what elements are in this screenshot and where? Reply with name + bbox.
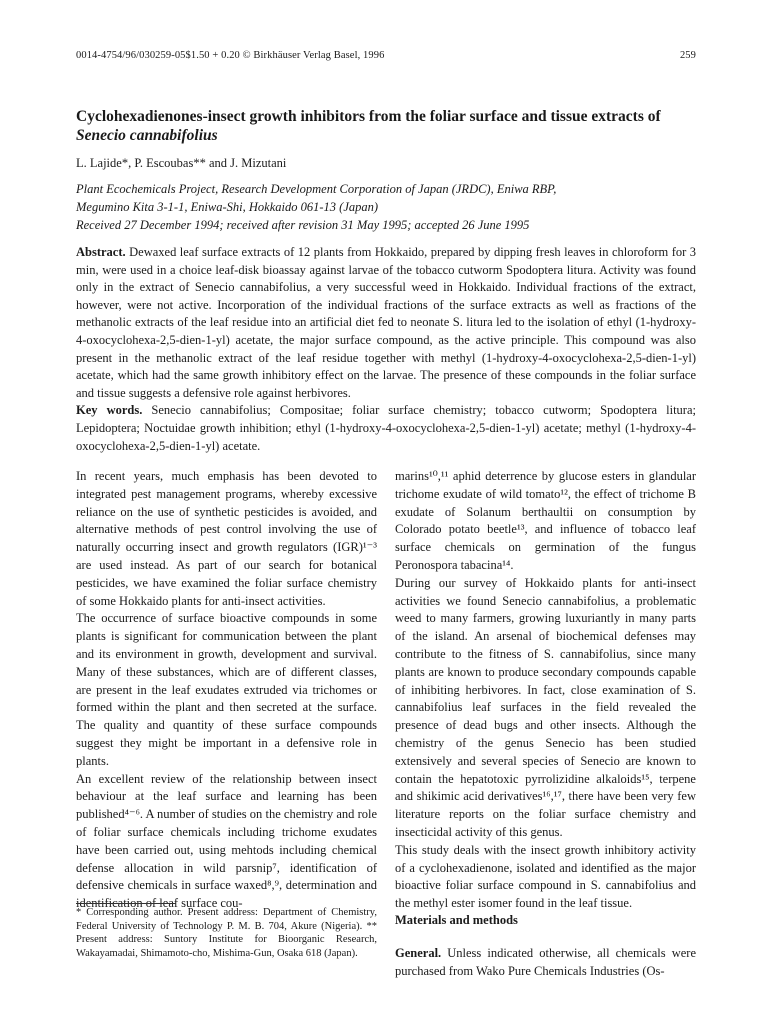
footnote: * Corresponding author. Present address: Department of Chemistry, Federal University of Technology P. M. B. 704, Akure (Nigeria). ** Present address: Suntory Institute for Bioorganic Research, Wakayamadai, Shimamoto-cho, Mishima-Gun, Osaka 618 (Japan). (76, 907, 377, 959)
page-number: 259 (679, 50, 696, 61)
abstract (76, 244, 696, 455)
received-dates: Received 27 December 1994; received after revision 31 May 1995; accepted 26 June 1995 (76, 218, 530, 232)
keywords-label: Key words. (76, 403, 143, 418)
paragraph: The occurrence of surface bioactive compounds in some plants is significant for communication between the plant and its environment in growth, development and survival. Many of these substances, which are of different classes, are present in the leaf exudates extruded via trichomes or formed within the plant and then secreted at the surface. The quality and quantity of these surface compounds suggest they might be important in a defensive role in plants. (76, 611, 377, 768)
general-text: Unless indicated otherwise, all chemicals were purchased from Wako Pure Chemicals Industries (Os- (395, 946, 696, 978)
title-species: Senecio cannabifolius (76, 127, 218, 144)
paragraph: An excellent review of the relationship between insect behaviour at the leaf surface and learning has been published⁴⁻⁶. A number of studies on the chemistry and role of foliar surface chemicals including trichome exudates have been carried out, using mehtods including chemical defense allocation in wild parsnip⁷, identification of defensive chemicals in surface waxed⁸,⁹, determination and identification of leaf surface cou- (76, 771, 377, 911)
abstract-text: Dewaxed leaf surface extracts of 12 plants from Hokkaido, prepared by dipping fresh leaves in chloroform for 3 min, were used in a choice leaf-disk bioassay against larvae of the tobacco cutworm Spodoptera litura. Activity was found only in the extract of Senecio cannabifolius, a very successful weed in Hokkaido. Individual fractions of the extract, however, were not active. Incorporation of the individual fractions of the surface extracts as well as fractions of the methanolic extracts of the leaf residue into an artificial diet fed to neonate S. litura led to the isolation of ethyl (1-hydroxy-4-oxocyclohexa-2,5-dien-1-yl) acetate, the major surface compound, as the active principle. This compound was also present in the methanolic extract of the leaf residue together with methyl (1-hydroxy-4-oxocyclohexa-2,5-dien-1-yl) acetate, which had the same growth inhibitory effect on the larvae. The presence of these compounds in the foliar surface and tissue suggests a defensive role against herbivores. (76, 245, 696, 400)
methods-general (395, 945, 696, 981)
abstract-label: Abstract. (76, 245, 126, 259)
paragraph: This study deals with the insect growth inhibitory activity of a cyclohexadienone, isolated and identified as the major bioactive foliar surface compound in S. cannabifolius and the methyl ester isomer found in the leaf tissue. (395, 842, 696, 911)
affiliation-line-2: Megumino Kita 3-1-1, Eniwa-Shi, Hokkaido 061-13 (Japan) (76, 200, 379, 214)
author-list: L. Lajide*, P. Escoubas** and J. Mizutani (76, 156, 287, 170)
article-title (76, 107, 696, 145)
running-header: 0014-4754/96/030259-05$1.50 + 0.20 © Birkhäuser Verlag Basel, 1996 (76, 50, 385, 61)
section-heading: Materials and methods (395, 913, 518, 927)
paragraph: marins¹⁰,¹¹ aphid deterrence by glucose esters in glandular trichome exudate of wild tomato¹², the effect of trichome B exudate of Solanum berthaultii on consumption by Colorado potato beetle¹³, and influence of tobacco leaf surface chemicals on germination of the fungus Peronospora tabacina¹⁴. (395, 469, 696, 572)
footnote-divider (76, 903, 176, 904)
affiliation-block (76, 180, 696, 234)
affiliation-line-1: Plant Ecochemicals Project, Research Development Corporation of Japan (JRDC), Eniwa RBP, (76, 182, 557, 196)
general-label: General. (395, 946, 442, 960)
paragraph: During our survey of Hokkaido plants for anti-insect activities we found Senecio cannabifolius, a problematic weed to many farmers, growing luxuriantly in many parts of the island. An arsenal of biochemical defenses may contribute to the fitness of S. cannabifolius, since many plants are known to produce secondary compounds capable of inhibiting herbivores. In fact, close examination of S. cannabifolius leaf surfaces in the field revealed the presence of dead bugs and other insects. Although the chemistry of the genus Senecio has been studied extensively and several species of Senecio are known to contain the hepatotoxic pyrrolizidine alkaloids¹⁵, terpene and shikimic acid derivatives¹⁶,¹⁷, there have been very few literature reports on the foliar surface chemistry and insecticidal activity of this genus. (395, 575, 696, 839)
paragraph: In recent years, much emphasis has been devoted to integrated pest management programs, whereby excessive reliance on the use of synthetic pesticides is avoided, and alternative methods of pest control involving the use of naturally occurring insect and growth regulators (IGR)¹⁻³ are used instead. As part of our search for botanical pesticides, we have examined the foliar surface chemistry of some Hokkaido plants for anti-insect activities. (76, 469, 377, 608)
keywords-text: Senecio cannabifolius; Compositae; foliar surface chemistry; tobacco cutworm; Spodoptera litura; Lepidoptera; Noctuidae growth inhibition; ethyl (1-hydroxy-4-oxocyclohexa-2,5-dien-1-yl) acetate; methyl (1-hydroxy-4-oxocyclohexa-2,5-dien-1-yl) acetate. (76, 403, 696, 453)
body-column-right (395, 468, 696, 913)
body-column-left (76, 468, 377, 913)
title-main: Cyclohexadienones-insect growth inhibitors from the foliar surface and tissue extracts of (76, 108, 661, 125)
